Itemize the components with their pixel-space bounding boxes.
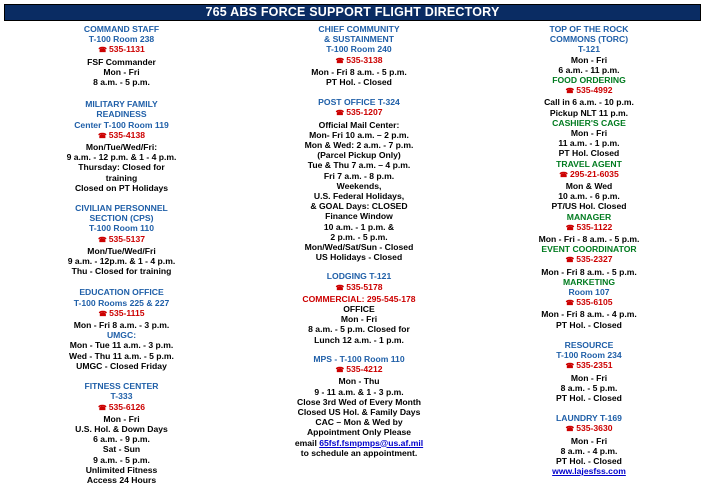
telephone-icon: ☎: [335, 367, 345, 375]
info-line: Mon - Fri: [570, 54, 608, 65]
info-line: 8 a.m. - 4 p.m.: [560, 445, 618, 456]
phone-number: [250, 364, 468, 376]
info-line: Unlimited Fitness: [85, 464, 158, 475]
section-heading: & SUSTAINMENT: [323, 34, 395, 45]
info-line: Mon & Wed: [565, 181, 613, 192]
info-line: Mon - Fri: [103, 66, 140, 77]
info-line: COMMERCIAL: 295-545-178: [302, 293, 416, 304]
section-heading: T-100 Rooms 225 & 227: [73, 297, 170, 308]
phone-number: [0, 130, 243, 142]
section-heading: SECTION (CPS): [89, 213, 154, 224]
phone-number: [0, 234, 243, 246]
info-line: Closed US Hol. & Family Days: [297, 406, 421, 417]
subsection-heading: MARKETING: [562, 276, 616, 287]
info-line: Close 3rd Wed of Every Month: [297, 396, 421, 407]
info-line: Thu - Closed for training: [71, 266, 172, 277]
info-line: Tue & Thu 7 a.m. – 4 p.m.: [307, 160, 411, 171]
phone-number: [250, 55, 468, 67]
telephone-icon: ☎: [565, 426, 575, 434]
telephone-icon: ☎: [97, 132, 107, 140]
info-line: Mon - Fri 8 a.m. - 4 p.m.: [541, 309, 637, 320]
email-line: [250, 438, 468, 448]
info-line: PT Hol. - Closed: [556, 319, 622, 330]
page-title: 765 ABS FORCE SUPPORT FLIGHT DIRECTORY: [4, 4, 701, 21]
info-line: Mon & Wed: 2 a.m. - 7 p.m.: [304, 140, 414, 151]
info-line: U.S. Federal Holidays,: [313, 191, 405, 202]
info-line: Mon - Fri: [570, 128, 608, 139]
section-heading: COMMAND STAFF: [83, 24, 160, 34]
info-line: 10 a.m. - 6 p.m.: [558, 191, 620, 202]
telephone-icon: ☎: [559, 171, 568, 179]
phone-number: [468, 85, 710, 97]
section-heading: MPS - T-100 Room 110: [313, 353, 405, 364]
phone-number: [250, 282, 468, 294]
info-line: Wed - Thu 11 a.m. - 5 p.m.: [69, 350, 174, 361]
info-line: 2 p.m. - 5 p.m.: [330, 231, 388, 242]
section-heading: RESOURCE: [564, 339, 614, 350]
info-line: PT Hol. - Closed: [556, 392, 622, 403]
info-line: Call in 6 a.m. - 10 p.m.: [544, 97, 634, 108]
info-line: PT/US Hol. Closed: [551, 201, 627, 212]
info-line: Mon - Fri 8 a.m. - 5 p.m.: [541, 266, 637, 277]
directory-section: [250, 97, 468, 262]
subsection-heading: MANAGER: [566, 211, 612, 222]
info-line: Mon/Tue/Wed/Fri:: [85, 142, 158, 153]
phone-number-text: 535-6126: [108, 401, 146, 412]
phone-number: [0, 44, 243, 56]
info-line: Mon - Tue 11 a.m. - 3 p.m.: [69, 340, 174, 351]
info-line: 8 a.m. - 5 p.m.: [560, 382, 618, 393]
section-heading: READINESS: [96, 109, 147, 120]
directory-section: [0, 24, 243, 87]
section-heading: CHIEF COMMUNITY: [318, 24, 400, 34]
phone-number: [468, 222, 710, 234]
subsection-heading: CASHIER'S CAGE: [552, 117, 626, 128]
info-line: Fri 7 a.m. - 8 p.m.: [323, 170, 395, 181]
section-heading: T-100 Room 110: [89, 223, 154, 234]
phone-number-text: 295-21-6035: [569, 168, 619, 179]
info-line: PT Hol. - Closed: [556, 455, 622, 466]
phone-number-text: 535-1122: [576, 221, 613, 232]
info-line: Closed on PT Holidays: [74, 182, 169, 193]
telephone-icon: ☎: [335, 284, 345, 292]
section-heading: FITNESS CENTER: [84, 381, 159, 392]
info-line: 6 a.m. - 9 p.m.: [93, 434, 150, 445]
section-heading: Room 107: [568, 287, 610, 298]
info-line: Weekends,: [336, 180, 382, 191]
info-line: Mon - Fri - 8 a.m. - 5 p.m.: [538, 234, 640, 245]
info-line: Mon - Fri 8 a.m. - 5 p.m.: [311, 66, 407, 77]
section-heading: LODGING T-121: [326, 271, 392, 282]
telephone-icon: ☎: [565, 300, 575, 308]
phone-number-text: 535-4212: [346, 364, 383, 375]
phone-number: [0, 308, 243, 320]
phone-number-text: 535-5178: [346, 281, 383, 292]
subsection-heading: TRAVEL AGENT: [556, 158, 622, 169]
info-line: 9 - 11 a.m. & 1 - 3 p.m.: [314, 386, 404, 397]
info-line: Official Mail Center:: [318, 119, 400, 130]
telephone-icon: ☎: [97, 236, 107, 244]
directory-section: [250, 354, 468, 458]
section-heading: POST OFFICE T-324: [318, 97, 400, 108]
phone-number: [468, 423, 710, 435]
section-heading: MILITARY FAMILY: [85, 99, 158, 110]
info-line: Mon/Tue/Wed/Fri: [87, 245, 156, 256]
phone-number-text: 535-1207: [346, 107, 383, 118]
info-line: Pickup NLT 11 p.m.: [549, 107, 629, 118]
telephone-icon: ☎: [98, 310, 108, 318]
section-heading: CIVILIAN PERSONNEL: [75, 203, 168, 214]
telephone-icon: ☎: [565, 363, 575, 371]
info-line: Mon- Fri 10 a.m. – 2 p.m.: [309, 129, 409, 140]
directory-column-right: [468, 24, 710, 476]
phone-number-text: 535-1131: [108, 44, 145, 55]
info-line: Mon/Wed/Sat/Sun - Closed: [304, 242, 414, 253]
info-line: Sat - Sun: [102, 444, 141, 455]
info-line: 9 a.m. - 5 p.m.: [93, 454, 150, 465]
info-line: & GOAL Days: CLOSED: [310, 201, 408, 212]
directory-section: [0, 99, 243, 193]
telephone-icon: ☎: [335, 57, 345, 65]
info-line: CAC – Mon & Wed by: [315, 417, 403, 428]
info-line: US Holidays - Closed: [315, 252, 403, 263]
info-line: Finance Window: [325, 211, 393, 222]
info-line: FSF Commander: [87, 56, 156, 67]
phone-number: [250, 107, 468, 119]
subsection-heading: EVENT COORDINATOR: [541, 244, 637, 255]
telephone-icon: ☎: [565, 88, 575, 96]
info-line: Lunch 12 a.m. - 1 p.m.: [314, 334, 404, 345]
phone-number-text: 535-2351: [576, 360, 613, 371]
info-line: OFFICE: [343, 304, 375, 315]
phone-number: [468, 254, 710, 266]
directory-column-left: [0, 24, 243, 485]
info-line: 8 a.m. - 5 p.m.: [93, 77, 150, 88]
telephone-icon: ☎: [565, 224, 575, 232]
info-line: to schedule an appointment.: [300, 447, 418, 458]
info-line: Mon - Fri 8 a.m. - 3 p.m.: [73, 320, 170, 331]
directory-section: [0, 203, 243, 276]
directory-section: [468, 413, 710, 476]
info-line: (Parcel Pickup Only): [317, 150, 401, 161]
subsection-heading: FOOD ORDERING: [552, 75, 626, 86]
info-line: Mon - Fri: [570, 435, 608, 446]
phone-number-text: 535-6105: [576, 297, 613, 308]
info-line: Appointment Only Please: [306, 427, 412, 438]
section-heading: T-121: [578, 44, 600, 55]
section-heading: UMGC:: [106, 330, 137, 341]
directory-column-middle: [250, 24, 468, 458]
section-heading: T-100 Room 234: [556, 350, 622, 361]
info-line: 9 a.m. - 12 p.m. & 1 - 4 p.m.: [66, 152, 177, 163]
phone-number: [468, 169, 710, 181]
section-heading: T-333: [110, 391, 133, 402]
phone-number: [0, 402, 243, 414]
email-link[interactable]: 65fsf.fsmpmps@us.af.mil: [319, 437, 424, 448]
info-line: Access 24 Hours: [86, 474, 157, 485]
info-line: Mon - Fri: [340, 314, 378, 325]
section-heading: T-100 Room 238: [88, 34, 155, 45]
info-line: UMGC - Closed Friday: [76, 360, 167, 371]
info-line: Mon - Thu: [338, 376, 380, 387]
phone-number-text: 535-5137: [108, 233, 146, 244]
phone-number: [468, 297, 710, 309]
phone-number-text: 535-4992: [576, 85, 613, 96]
telephone-icon: ☎: [98, 47, 107, 55]
telephone-icon: ☎: [335, 110, 345, 118]
info-line: 10 a.m. - 1 p.m. &: [323, 221, 395, 232]
info-line: training: [105, 172, 138, 183]
info-line: 6 a.m. - 11 p.m.: [558, 64, 620, 75]
info-line: U.S. Hol. & Down Days: [75, 423, 168, 434]
info-line: 8 a.m. - 5 p.m. Closed for: [308, 324, 410, 335]
email-prefix: email: [294, 437, 320, 448]
info-line: Thursday: Closed for: [78, 162, 165, 173]
directory-section: [468, 24, 710, 330]
directory-section: [0, 287, 243, 371]
phone-number-text: 535-2327: [576, 254, 613, 265]
section-heading: COMMONS (TORC): [549, 34, 629, 45]
info-line: Mon - Fri: [570, 372, 608, 383]
directory-section: [0, 381, 243, 485]
phone-number: [468, 360, 710, 372]
section-heading: T-100 Room 240: [326, 44, 392, 55]
info-line: Mon - Fri: [103, 413, 140, 424]
section-heading: EDUCATION OFFICE: [79, 287, 164, 298]
phone-number-text: 535-3630: [576, 423, 613, 434]
section-heading: LAUNDRY T-169: [556, 413, 622, 424]
directory-section: [250, 24, 468, 87]
directory-section: [250, 271, 468, 344]
info-line: 11 a.m. - 1 p.m.: [558, 138, 620, 149]
section-heading: Center T-100 Room 119: [74, 119, 169, 130]
info-line: 9 a.m. - 12p.m. & 1 - 4 p.m.: [67, 256, 176, 267]
info-line: PT Hol. - Closed: [326, 77, 392, 88]
website-link[interactable]: www.lajesfss.com: [552, 466, 626, 477]
phone-number-text: 535-4138: [108, 129, 146, 140]
phone-number-text: 535-3138: [346, 54, 383, 65]
telephone-icon: ☎: [97, 404, 107, 412]
telephone-icon: ☎: [565, 257, 575, 265]
directory-section: [468, 340, 710, 403]
phone-number-text: 535-1115: [109, 307, 145, 318]
section-heading: TOP OF THE ROCK: [549, 24, 629, 34]
info-line: PT Hol. Closed: [558, 148, 620, 159]
